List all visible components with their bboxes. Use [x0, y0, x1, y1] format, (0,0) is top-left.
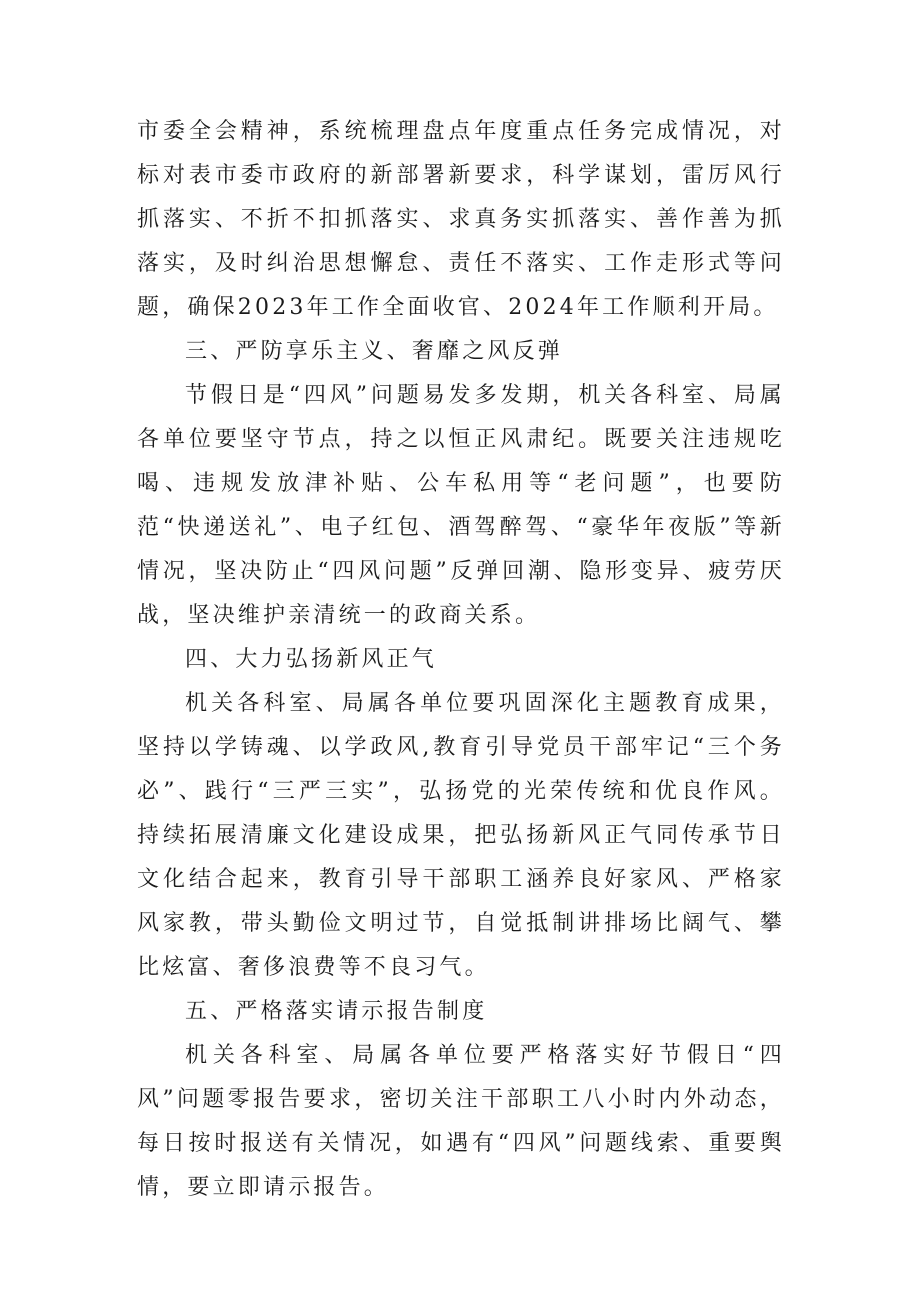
paragraph-section-4: 机关各科室、局属各单位要巩固深化主题教育成果，坚持以学铸魂、以学政风,教育引导党员干部牢记“三个务必”、践行“三严三实”，弘扬党的光荣传统和优良作风。持续拓展清廉文化建设成果，把弘扬新风正气同传承节日文化结合起来，教育引导干部职工涵养良好家风、严格家风家教，带头勤俭文明过节，自觉抵制讲排场比阔气、攀比炫富、奢侈浪费等不良习气。 [137, 691, 785, 980]
section-heading-5: 五、严格落实请示报告制度 [185, 999, 488, 1024]
section-heading-3: 三、严防享乐主义、奢靡之风反弹 [185, 339, 564, 364]
paragraph-section-5: 机关各科室、局属各单位要严格落实好节假日“四风”问题零报告要求，密切关注干部职工八小时内外动态，每日按时报送有关情况，如遇有“四风”问题线索、重要舆情，要立即请示报告。 [137, 1043, 785, 1200]
paragraph-section-3: 节假日是“四风”问题易发多发期，机关各科室、局属各单位要坚守节点，持之以恒正风肃纪。既要关注违规吃喝、违规发放津补贴、公车私用等“老问题”，也要防范“快递送礼”、电子红包、酒驾醉驾、“豪华年夜版”等新情况，坚决防止“四风问题”反弹回潮、隐形变异、疲劳厌战，坚决维护亲清统一的政商关系。 [137, 383, 785, 628]
section-heading-4: 四、大力弘扬新风正气 [185, 647, 438, 672]
document-page [137, 110, 785, 1210]
paragraph-continuation: 市委全会精神，系统梳理盘点年度重点任务完成情况，对标对表市委市政府的新部署新要求，科学谋划，雷厉风行抓落实、不折不扣抓落实、求真务实抓落实、善作善为抓落实，及时纠治思想懈怠、责任不落实、工作走形式等问题，确保2023年工作全面收官、2024年工作顺利开局。 [137, 119, 785, 320]
